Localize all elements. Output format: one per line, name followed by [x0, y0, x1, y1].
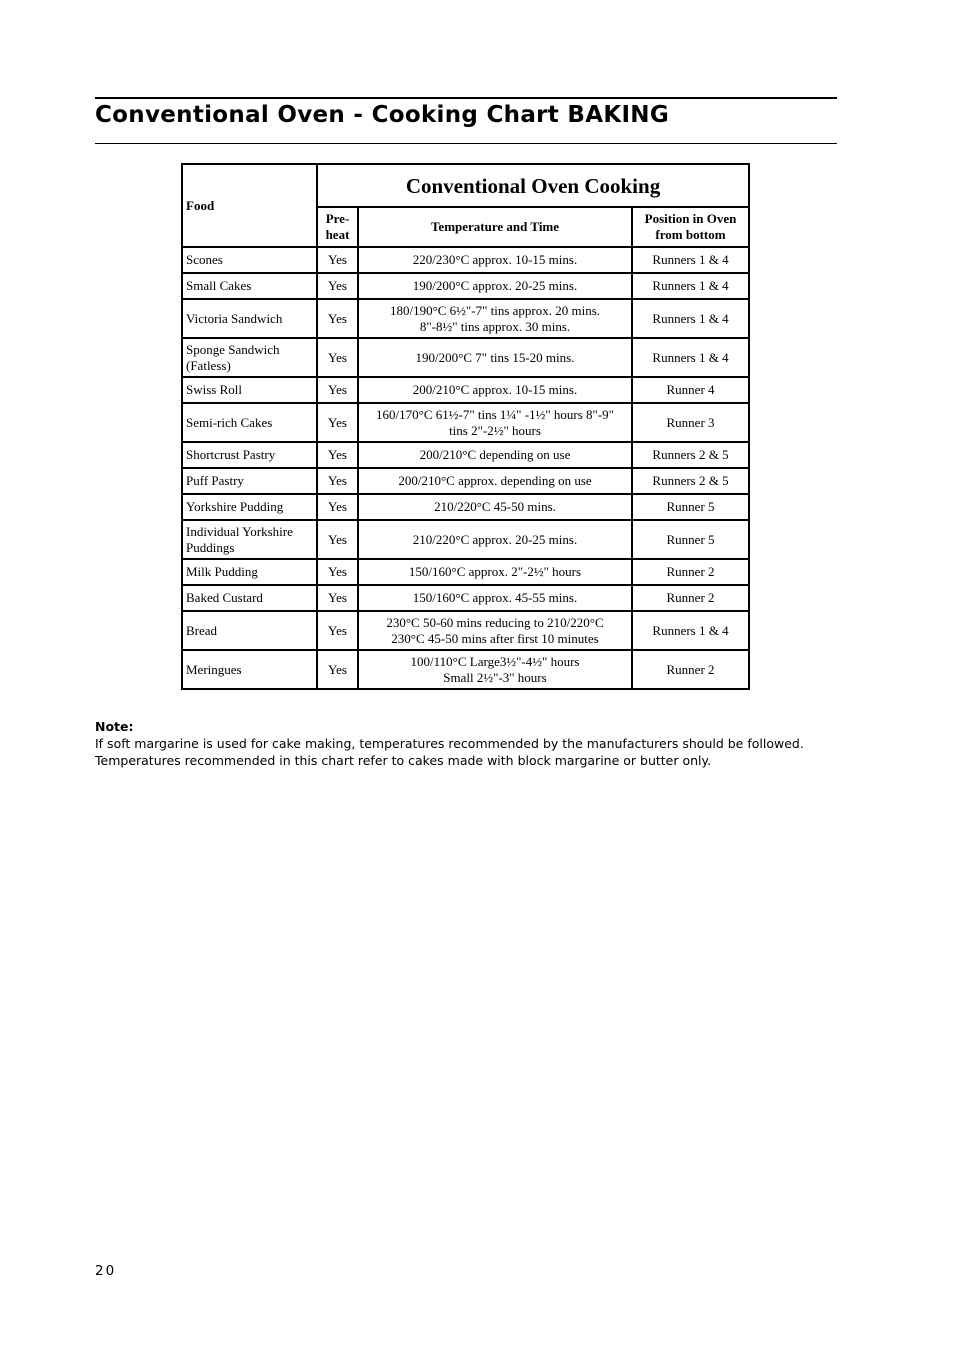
- cell-temperature-time: 210/220°C 45-50 mins.: [358, 494, 632, 520]
- cell-food: Sponge Sandwich (Fatless): [182, 338, 317, 377]
- note-label: Note:: [95, 719, 134, 734]
- cell-food: Swiss Roll: [182, 377, 317, 403]
- table-body: [182, 247, 749, 689]
- cell-food: Victoria Sandwich: [182, 299, 317, 338]
- cell-temperature-time: 200/210°C approx. depending on use: [358, 468, 632, 494]
- header-food: Food: [182, 164, 317, 247]
- cell-food: Puff Pastry: [182, 468, 317, 494]
- cell-preheat: Yes: [317, 338, 358, 377]
- cell-position: Runner 4: [632, 377, 749, 403]
- table-row: [182, 377, 749, 403]
- cell-temperature-time: 100/110°C Large3½"-4½" hours Small 2½"-3" hours: [358, 650, 632, 689]
- cell-temperature-time: 190/200°C 7" tins 15-20 mins.: [358, 338, 632, 377]
- table-row: [182, 442, 749, 468]
- table-row: [182, 247, 749, 273]
- cell-preheat: Yes: [317, 494, 358, 520]
- cell-food: Individual Yorkshire Puddings: [182, 520, 317, 559]
- cell-position: Runners 1 & 4: [632, 247, 749, 273]
- cell-position: Runners 2 & 5: [632, 468, 749, 494]
- cell-preheat: Yes: [317, 585, 358, 611]
- header-temperature-time: Temperature and Time: [358, 207, 632, 247]
- cell-temperature-time: 200/210°C depending on use: [358, 442, 632, 468]
- cell-food: Small Cakes: [182, 273, 317, 299]
- cell-position: Runners 1 & 4: [632, 611, 749, 650]
- cell-preheat: Yes: [317, 442, 358, 468]
- cell-temperature-time: 180/190°C 6½"-7" tins approx. 20 mins. 8"-8½" tins approx. 30 mins.: [358, 299, 632, 338]
- table-row: [182, 611, 749, 650]
- table-row: [182, 520, 749, 559]
- cell-temperature-time: 150/160°C approx. 2"-2½" hours: [358, 559, 632, 585]
- table-row: [182, 494, 749, 520]
- cell-food: Yorkshire Pudding: [182, 494, 317, 520]
- cell-food: Baked Custard: [182, 585, 317, 611]
- cell-temperature-time: 150/160°C approx. 45-55 mins.: [358, 585, 632, 611]
- cell-preheat: Yes: [317, 273, 358, 299]
- cell-preheat: Yes: [317, 247, 358, 273]
- cell-preheat: Yes: [317, 403, 358, 442]
- cell-food: Scones: [182, 247, 317, 273]
- cell-preheat: Yes: [317, 468, 358, 494]
- table-row: [182, 299, 749, 338]
- cell-temperature-time: 220/230°C approx. 10-15 mins.: [358, 247, 632, 273]
- title-bottom-rule: [95, 143, 837, 144]
- table-row: [182, 585, 749, 611]
- cell-preheat: Yes: [317, 299, 358, 338]
- cell-temperature-time: 210/220°C approx. 20-25 mins.: [358, 520, 632, 559]
- note-line-1: If soft margarine is used for cake making, temperatures recommended by the manufacturers should be followed.: [95, 736, 804, 751]
- cooking-chart-table: [181, 163, 750, 690]
- cell-food: Meringues: [182, 650, 317, 689]
- table-row: [182, 273, 749, 299]
- cell-preheat: Yes: [317, 611, 358, 650]
- cell-preheat: Yes: [317, 520, 358, 559]
- header-preheat: Pre- heat: [317, 207, 358, 247]
- cell-preheat: Yes: [317, 559, 358, 585]
- cell-position: Runners 1 & 4: [632, 299, 749, 338]
- cell-temperature-time: 200/210°C approx. 10-15 mins.: [358, 377, 632, 403]
- cell-temperature-time: 190/200°C approx. 20-25 mins.: [358, 273, 632, 299]
- cell-position: Runner 5: [632, 520, 749, 559]
- header-main: Conventional Oven Cooking: [317, 164, 749, 207]
- table-row: [182, 559, 749, 585]
- cell-temperature-time: 160/170°C 61½-7" tins 1¼" -1½" hours 8"-9" tins 2"-2½" hours: [358, 403, 632, 442]
- cell-food: Semi-rich Cakes: [182, 403, 317, 442]
- cell-position: Runner 2: [632, 650, 749, 689]
- cell-position: Runners 1 & 4: [632, 273, 749, 299]
- cell-position: Runners 1 & 4: [632, 338, 749, 377]
- page-title: Conventional Oven - Cooking Chart BAKING: [95, 102, 670, 128]
- table-row: [182, 468, 749, 494]
- cell-position: Runner 5: [632, 494, 749, 520]
- cell-temperature-time: 230°C 50-60 mins reducing to 210/220°C 230°C 45-50 mins after first 10 minutes: [358, 611, 632, 650]
- cell-position: Runner 2: [632, 559, 749, 585]
- title-top-rule: [95, 97, 837, 99]
- page-number: 20: [95, 1263, 117, 1279]
- cell-position: Runner 3: [632, 403, 749, 442]
- cell-food: Milk Pudding: [182, 559, 317, 585]
- cell-food: Shortcrust Pastry: [182, 442, 317, 468]
- header-position: Position in Oven from bottom: [632, 207, 749, 247]
- cell-food: Bread: [182, 611, 317, 650]
- cell-preheat: Yes: [317, 377, 358, 403]
- table-row: [182, 403, 749, 442]
- note-section: [95, 718, 855, 769]
- cell-preheat: Yes: [317, 650, 358, 689]
- cell-position: Runner 2: [632, 585, 749, 611]
- note-line-2: Temperatures recommended in this chart refer to cakes made with block margarine or butter only.: [95, 753, 712, 768]
- table-row: [182, 650, 749, 689]
- cell-position: Runners 2 & 5: [632, 442, 749, 468]
- table-row: [182, 338, 749, 377]
